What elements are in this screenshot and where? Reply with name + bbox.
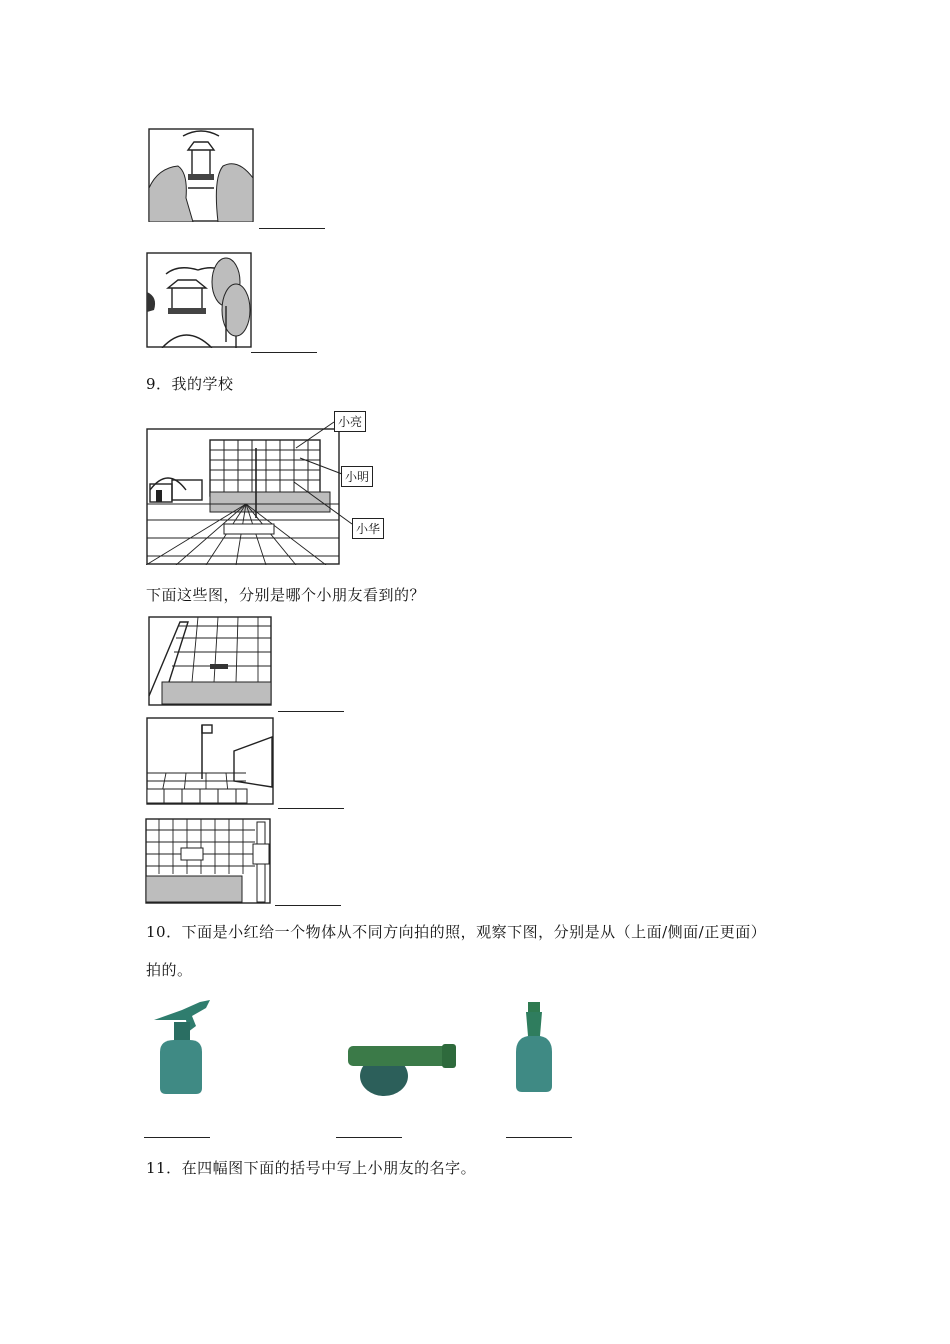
callout-pointer-lines [290,418,370,528]
q9-prompt: 下面这些图，分别是哪个小朋友看到的？ [146,586,426,604]
answer-blank-q9-3[interactable] [275,905,341,906]
answer-blank-q8-1[interactable] [259,228,325,229]
spray-bottle-front-photo [512,1000,556,1092]
answer-blank-q8-2[interactable] [251,352,317,353]
spray-bottle-top-photo [346,1040,458,1098]
answer-blank-q10-1[interactable] [144,1137,210,1138]
pavilion-picture-2 [146,252,252,348]
q10-line2: 拍的。 [146,961,193,979]
school-view-picture-2 [146,717,274,805]
answer-blank-q9-1[interactable] [278,711,344,712]
q11-text: 11．在四幅图下面的括号中写上小朋友的名字。 [146,1159,477,1177]
school-view-picture-1 [148,616,272,706]
pavilion-picture-1 [148,128,254,222]
q9-title: 9．我的学校 [146,375,234,393]
callout-xiaoming: 小明 [341,466,373,487]
answer-blank-q9-2[interactable] [278,808,344,809]
callout-xiaohua: 小华 [352,518,384,539]
callout-xiaoliang: 小亮 [334,411,366,432]
school-view-picture-3 [145,818,271,904]
answer-blank-q10-3[interactable] [506,1137,572,1138]
q10-line1: 10．下面是小红给一个物体从不同方向拍的照，观察下图，分别是从（上面/侧面/正更面） [146,923,767,941]
spray-bottle-side-photo [152,998,214,1094]
answer-blank-q10-2[interactable] [336,1137,402,1138]
